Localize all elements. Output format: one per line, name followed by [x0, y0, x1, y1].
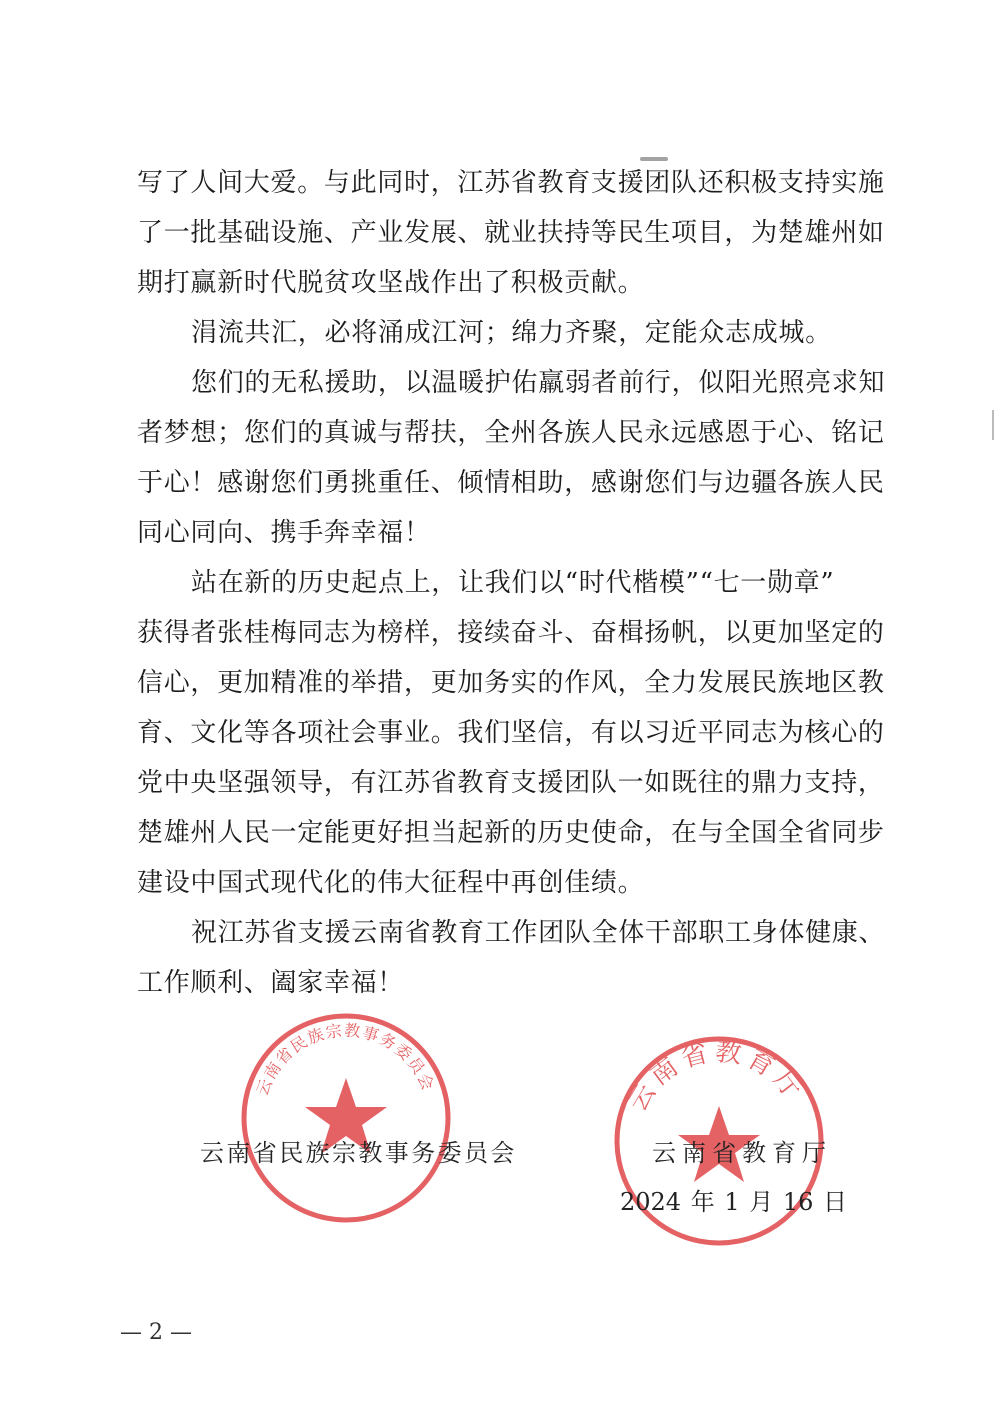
paragraph-line: 同心同向、携手奔幸福！ — [137, 518, 431, 548]
seal-text: 云南省民族宗教事务委员会 — [252, 1020, 439, 1099]
scan-edge-mark — [992, 410, 994, 440]
paragraph-line: 站在新的历史起点上，让我们以“时代楷模”“七一勋章” — [191, 568, 835, 598]
paragraph-line: 期打赢新时代脱贫攻坚战作出了积极贡献。 — [137, 268, 645, 298]
paragraph-line: 了一批基础设施、产业发展、就业扶持等民生项目，为楚雄州如 — [137, 218, 885, 248]
paragraph-line: 于心！感谢您们勇挑重任、倾情相助，感谢您们与边疆各族人民 — [137, 468, 885, 498]
paragraph-line: 育、文化等各项社会事业。我们坚信，有以习近平同志为核心的 — [137, 718, 885, 748]
signature-date: 2024 年 1 月 16 日 — [620, 1188, 848, 1216]
paragraph-line: 写了人间大爱。与此同时，江苏省教育支援团队还积极支持实施 — [137, 168, 885, 198]
paragraph-line: 获得者张桂梅同志为榜样，接续奋斗、奋楫扬帆，以更加坚定的 — [137, 618, 885, 648]
signature-education-department: 云南省教育厅 — [652, 1139, 832, 1167]
paragraph-line: 者梦想；您们的真诚与帮扶，全州各族人民永远感恩于心、铭记 — [137, 418, 885, 448]
seal-left — [236, 1010, 456, 1230]
paragraph-line: 党中央坚强领导，有江苏省教育支援团队一如既往的鼎力支持， — [137, 768, 885, 798]
page-number: — 2 — — [120, 1320, 192, 1345]
paragraph-line: 祝江苏省支援云南省教育工作团队全体干部职工身体健康、 — [191, 918, 886, 948]
paragraph-line: 您们的无私援助，以温暖护佑羸弱者前行，似阳光照亮求知 — [191, 368, 886, 398]
letter-body — [137, 158, 917, 1008]
paragraph-line: 建设中国式现代化的伟大征程中再创佳绩。 — [137, 868, 645, 898]
paragraph-line: 楚雄州人民一定能更好担当起新的历史使命，在与全国全省同步 — [137, 818, 885, 848]
seal-text: 云南省教育厅 — [622, 1036, 810, 1117]
signature-ethnic-religious-affairs-commission: 云南省民族宗教事务委员会 — [200, 1139, 517, 1167]
paragraph-line: 涓流共汇，必将涌成江河；绵力齐聚，定能众志成城。 — [191, 318, 832, 348]
paragraph-line: 信心，更加精准的举措，更加务实的作风，全力发展民族地区教 — [137, 668, 885, 698]
paragraph-line: 工作顺利、阖家幸福！ — [137, 968, 405, 998]
